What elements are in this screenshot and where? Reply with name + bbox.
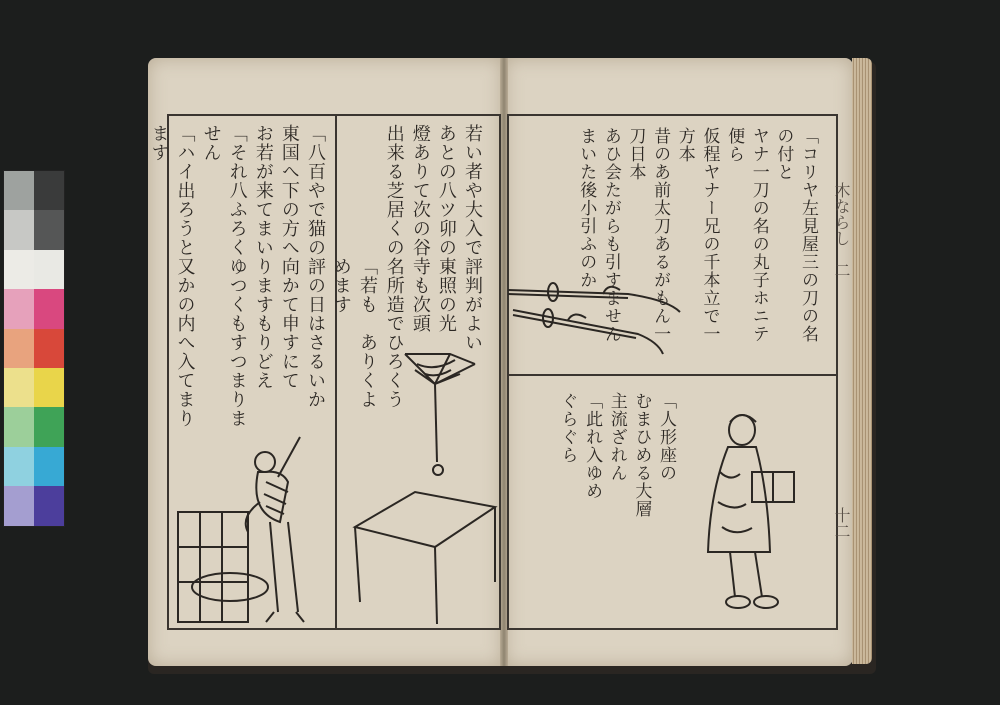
- window-frame: [178, 512, 248, 622]
- color-swatch: [4, 447, 34, 486]
- color-swatch: [34, 210, 64, 249]
- text-line: 「それ八ふろくゆつくもすつまりません: [200, 124, 248, 428]
- text-line: ぐらぐら: [557, 392, 578, 464]
- text-line: あとの八ツ卯の東照の光: [435, 124, 457, 333]
- color-swatch: [34, 250, 64, 289]
- spider-web-and-table-illustration: [355, 342, 500, 622]
- color-swatch: [34, 171, 64, 210]
- right-page-bottom-text: [548, 392, 678, 612]
- text-line: ヤナ一刀の名の丸子ホニテ便ら: [724, 127, 769, 343]
- color-swatch: [34, 407, 64, 446]
- text-line: お若が来てまいりますもりどえ: [252, 124, 274, 390]
- text-line: 「人形座の: [656, 392, 676, 482]
- text-line: 燈ありて次の谷寺も次頭: [409, 124, 431, 333]
- text-line: 「此れ入ゆめ: [582, 392, 603, 500]
- text-line: 主流ざれん: [606, 392, 627, 482]
- text-line: 「若も ありくよめます: [330, 257, 378, 409]
- text-line: 昔のあ前太刀あるがもん一刀日本: [625, 127, 671, 343]
- page-margin-title: 木ならし 二: [832, 182, 851, 278]
- text-line: 若い者や大入で評判がよい: [462, 124, 483, 352]
- color-swatch: [4, 289, 34, 328]
- text-line: 仮程ヤナー兄の千本立で一方本: [674, 127, 720, 343]
- color-swatch: [34, 486, 64, 525]
- spider-web: [405, 354, 475, 364]
- color-swatch: [4, 407, 34, 446]
- color-swatch: [34, 329, 64, 368]
- color-swatch: [4, 250, 34, 289]
- text-line: 出来る芝居くの名所造でひろくう: [383, 124, 405, 409]
- text-line: 「コリヤ左見屋三の刀の名の付と: [773, 127, 818, 343]
- table-top: [355, 492, 495, 547]
- right-page-panel-divider: [507, 374, 836, 376]
- color-swatch: [4, 210, 34, 249]
- color-swatch: [34, 289, 64, 328]
- man-at-window-illustration: [170, 422, 335, 627]
- text-line: 「八百やで猫の評の日はさるいか: [305, 124, 326, 409]
- color-swatch: [34, 447, 64, 486]
- swords-illustration: [508, 272, 688, 362]
- color-swatch: [4, 368, 34, 407]
- text-line: まいた後小引ふのか: [576, 127, 597, 289]
- kimono-body: [708, 447, 770, 552]
- color-swatch: [34, 368, 64, 407]
- rolled-bedding: [192, 573, 268, 601]
- spider: [433, 465, 443, 475]
- page-folio-number: 十二: [832, 507, 851, 539]
- sword-two: [513, 310, 663, 354]
- text-line: あひ会たがらも引すません: [600, 127, 621, 343]
- sword-one: [508, 290, 680, 312]
- color-swatch: [4, 171, 34, 210]
- woman-in-kimono-illustration: [700, 412, 805, 612]
- page-edges: [852, 58, 872, 664]
- text-line: 東国へ下の方へ向かて申すにて: [278, 124, 300, 390]
- man-head: [255, 452, 275, 472]
- open-book: [140, 52, 875, 672]
- left-page-left-column-text: [148, 124, 328, 444]
- color-swatch: [4, 329, 34, 368]
- color-swatch: [4, 486, 34, 525]
- color-calibration-chart: [3, 170, 65, 527]
- text-line: むまひめる大層: [631, 392, 652, 518]
- text-line: 「ハイ出ろうと又かの内へ入てまります: [148, 124, 196, 428]
